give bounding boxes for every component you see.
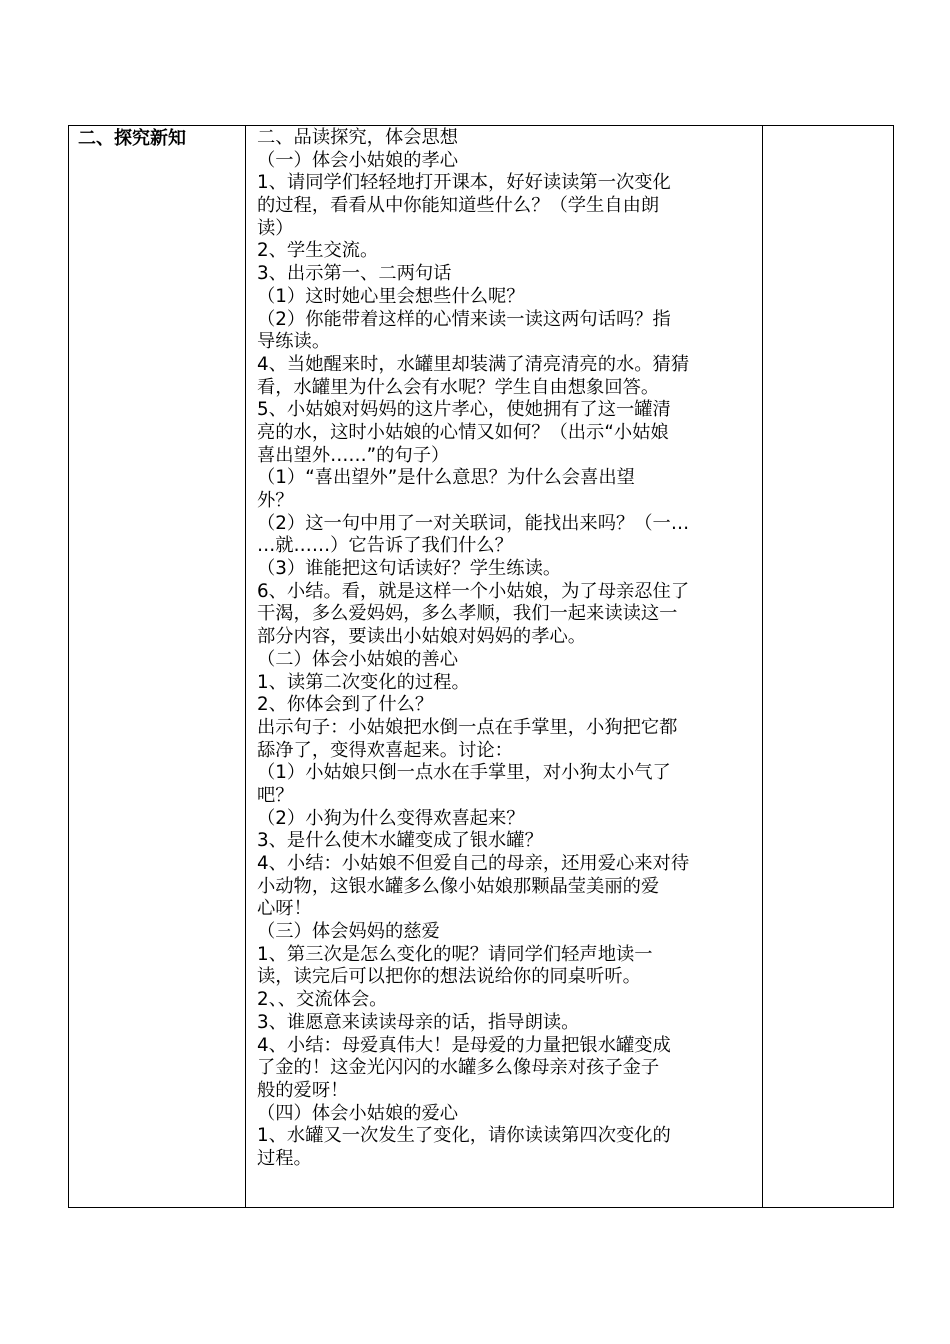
content-line: 外？ [257,490,294,511]
content-line: 2、学生交流。 [257,240,379,262]
lesson-plan-table [68,125,894,1208]
content-line: 了金的！这金光闪闪的水罐多么像母亲对孩子金子 [257,1057,660,1079]
content-line: 2、你体会到了什么？ [257,694,434,716]
content-line: 2、、交流体会。 [257,989,388,1011]
content-line: 1、第三次是怎么变化的呢？请同学们轻声地读一 [257,943,653,965]
content-line: （1）“喜出望外”是什么意思？为什么会喜出望 [257,467,635,489]
content-cell [246,126,763,1208]
content-line: 读） [257,217,294,239]
content-line: 二、品读探究，体会思想 [257,127,459,148]
content-line: 看，水罐里为什么会有水呢？学生自由想象回答。 [257,376,660,398]
content-line: （四）体会小姑娘的爱心 [257,1102,459,1124]
content-line: 的过程，看看从中你能知道些什么？（学生自由朗 [257,195,660,217]
content-line: （三）体会妈妈的慈爱 [257,921,440,943]
content-line: 干渴，多么爱妈妈，多么孝顺，我们一起来读读这一 [257,603,678,625]
content-line: 舔净了，变得欢喜起来。讨论： [257,739,513,761]
content-line: 导练读。 [257,331,331,353]
content-line: （1）这时她心里会想些什么呢？ [257,285,525,307]
content-line: （1）小姑娘只倒一点水在手掌里，对小狗太小气了 [257,762,671,784]
table-row [69,126,894,1208]
content-line: 3、谁愿意来读读母亲的话，指导朗读。 [257,1011,580,1033]
content-line: 过程。 [257,1147,312,1169]
content-line: 6、小结。看，就是这样一个小姑娘，为了母亲忍住了 [257,580,690,602]
content-line: （一）体会小姑娘的孝心 [257,149,459,171]
content-line: 3、是什么使木水罐变成了银水罐？ [257,830,543,852]
content-line: 1、请同学们轻轻地打开课本，好好读读第一次变化 [257,172,671,194]
content-line: 4、当她醒来时，水罐里却装满了清亮清亮的水。猜猜 [257,353,690,375]
content-line: 部分内容，要读出小姑娘对妈妈的孝心。 [257,626,587,648]
content-line: 亮的水，这时小姑娘的心情又如何？（出示“小姑娘 [257,421,669,443]
content-line: 读，读完后可以把你的想法说给你的同桌听听。 [257,966,641,988]
content-line: （2）你能带着这样的心情来读一读这两句话吗？指 [257,308,671,330]
content-line: 4、小结：小姑娘不但爱自己的母亲，还用爱心来对待 [257,853,690,874]
content-line: 般的爱呀！ [257,1079,349,1101]
content-line: （二）体会小姑娘的善心 [257,648,459,670]
content-line: 3、出示第一、二两句话 [257,263,452,285]
content-line: …就……）它告诉了我们什么？ [257,535,513,557]
content-line: 1、水罐又一次发生了变化，请你读读第四次变化的 [257,1125,671,1147]
content-line: 心呀！ [257,898,312,920]
content-line: （2）这一句中用了一对关联词，能找出来吗？（一… [257,512,690,534]
content-line: 1、读第二次变化的过程。 [257,671,470,693]
notes-cell [763,126,894,1208]
content-line: 出示句子：小姑娘把水倒一点在手掌里，小狗把它都 [257,716,678,738]
section-cell [69,126,246,1208]
content-line: 5、小姑娘对妈妈的这片孝心，使她拥有了这一罐清 [257,399,671,421]
content-line: 喜出望外……”的句子） [257,444,450,466]
content-line: 小动物，这银水罐多么像小姑娘那颗晶莹美丽的爱 [257,875,660,897]
content-line: （3）谁能把这句话读好？学生练读。 [257,558,562,580]
content-line: 4、小结：母爱真伟大！是母爱的力量把银水罐变成 [257,1034,671,1056]
lesson-content [246,126,762,1171]
section-title: 二、探究新知 [78,128,186,149]
content-line: 吧？ [257,784,294,806]
content-line: （2）小狗为什么变得欢喜起来？ [257,807,525,829]
